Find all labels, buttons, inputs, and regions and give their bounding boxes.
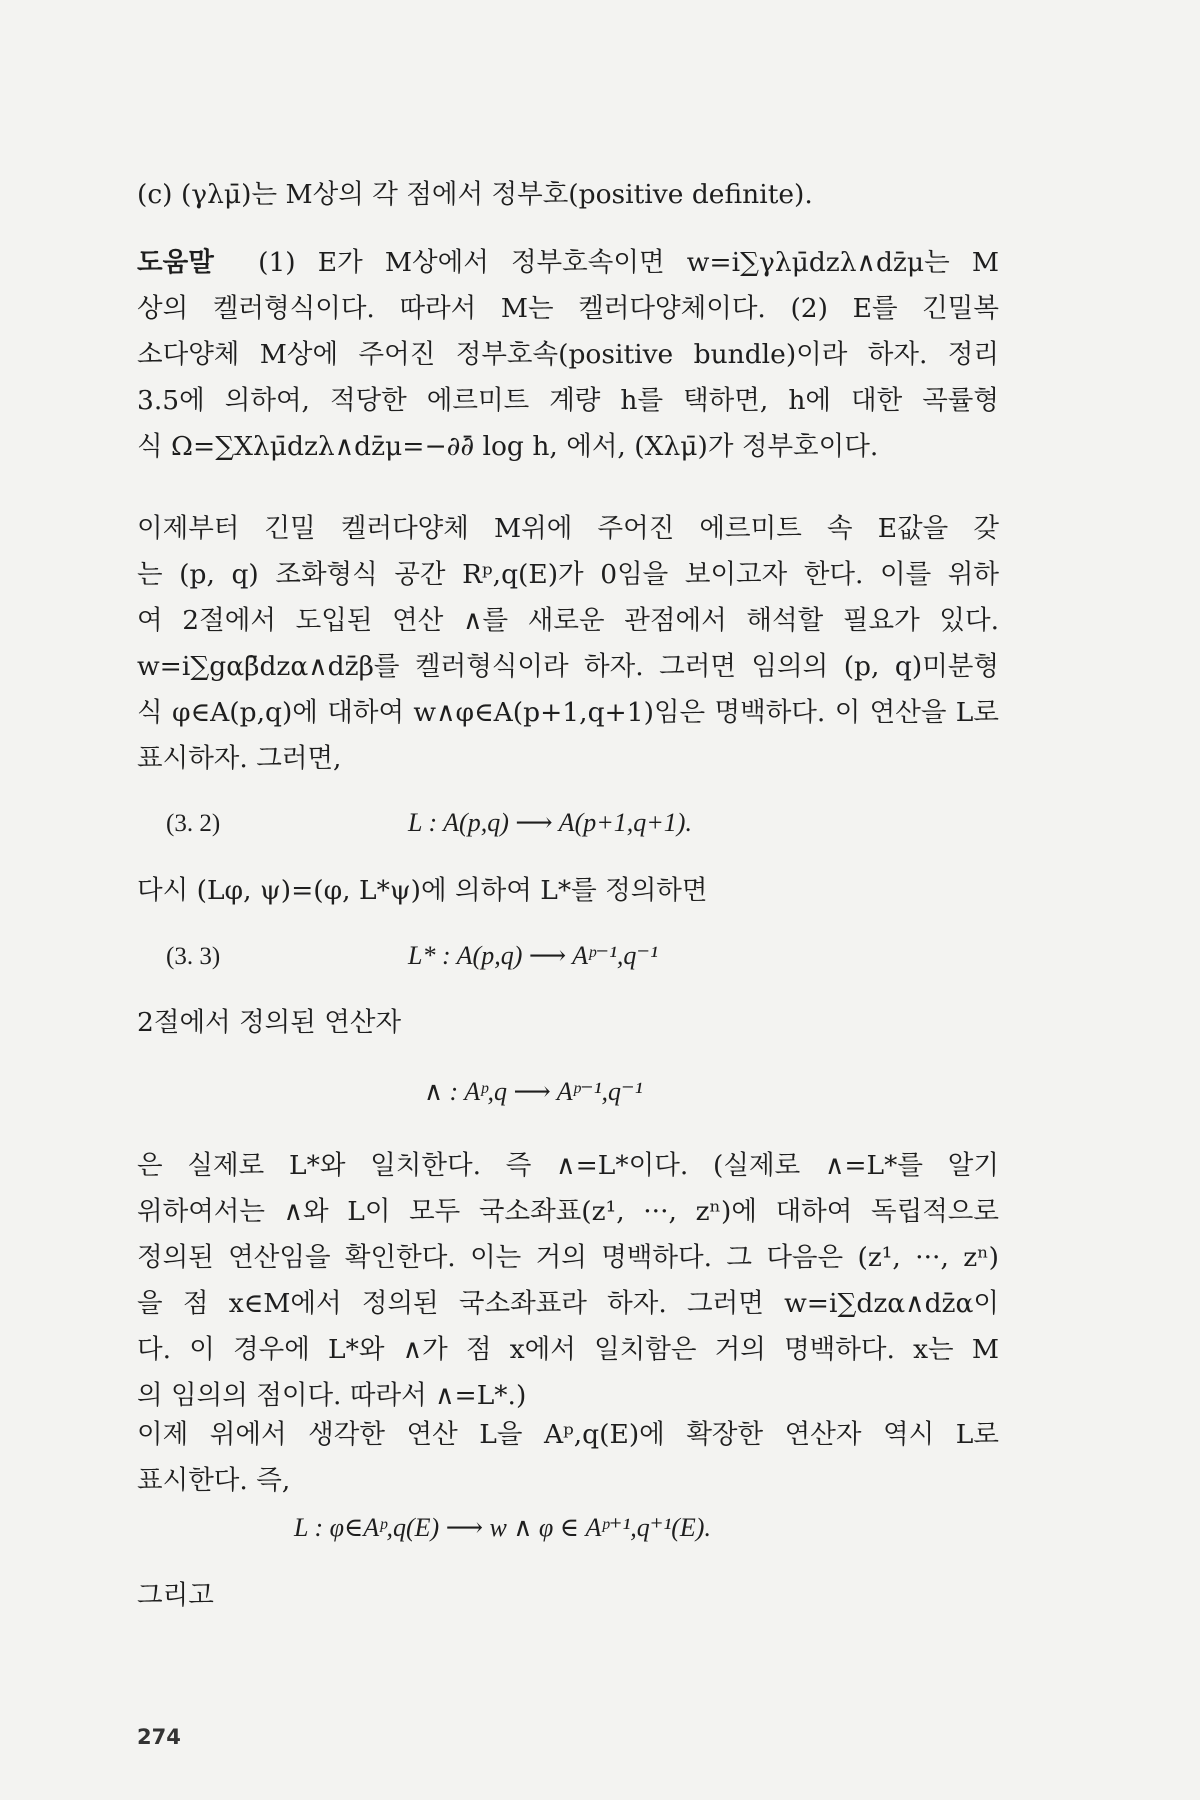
operator-intro: 2절에서 정의된 연산자: [137, 1007, 402, 1038]
paragraph-1-line: w=i∑gαβ̄dzα∧dz̄β를 켈러형식이라 하자. 그러면 임의의 (p, q)미분형: [137, 651, 999, 682]
closing-block: [137, 1573, 999, 1619]
paragraph-1-line: 표시하자. 그러면,: [137, 743, 342, 774]
equation-3-2-number: (3. 2): [166, 810, 221, 837]
closing-word: 그리고: [137, 1580, 214, 1611]
condition-c-text: (c) (γλμ̄)는 M상의 각 점에서 정부호(positive definite).: [137, 179, 813, 210]
operator-intro-block: [137, 1000, 999, 1046]
paragraph-1-line: 는 (p, q) 조화형식 공간 Rᵖ,q(E)가 0임을 보이고자 한다. 이를 위하: [137, 559, 999, 590]
equation-3-2: L : A(p,q) ⟶ A(p+1,q+1).: [408, 808, 692, 837]
remark-line-5: 식 Ω=∑Xλμ̄dzλ∧dz̄μ=−∂∂̄ log h, 에서, (Xλμ̄)가 정부호이다.: [137, 431, 879, 462]
paragraph-3: [137, 1412, 999, 1504]
paragraph-3-line: 표시한다. 즉,: [137, 1465, 291, 1496]
condition-c: [137, 172, 999, 218]
paragraph-1-line: 여 2절에서 도입된 연산 ∧를 새로운 관점에서 해석할 필요가 있다.: [137, 605, 999, 636]
remark-line-3: 소다양체 M상에 주어진 정부호속(positive bundle)이라 하자. 정리: [137, 339, 999, 370]
paragraph-2-line: 을 점 x∈M에서 정의된 국소좌표라 하자. 그러면 w=i∑dzα∧dz̄α이: [137, 1288, 999, 1319]
equation-3-3: L* : A(p,q) ⟶ Aᵖ⁻¹,q⁻¹: [408, 941, 658, 970]
paragraph-1-line: 이제부터 긴밀 켈러다양체 M위에 주어진 에르미트 속 E값을 갖: [137, 513, 999, 544]
paragraph-1-line: 식 φ∈A(p,q)에 대하여 w∧φ∈A(p+1,q+1)임은 명백하다. 이 연산을 L로: [137, 697, 999, 728]
paragraph-2-line: 위하여서는 ∧와 L이 모두 국소좌표(z¹, ···, zⁿ)에 대하여 독립적으로: [137, 1196, 999, 1227]
equation-3-3-number: (3. 3): [166, 943, 221, 970]
definition-line: 다시 (Lφ, ψ)=(φ, L*ψ)에 의하여 L*를 정의하면: [137, 875, 708, 906]
paragraph-3-line: 이제 위에서 생각한 연산 L을 Aᵖ,q(E)에 확장한 연산자 역시 L로: [137, 1419, 999, 1450]
page-number: 274: [137, 1725, 181, 1749]
remark-line-1: (1) E가 M상에서 정부호속이면 w=i∑γλμ̄dzλ∧dz̄μ는 M: [258, 247, 999, 278]
remark-line-4: 3.5에 의하여, 적당한 에르미트 계량 h를 택하면, h에 대한 곡률형: [137, 385, 999, 416]
definition-line-block: [137, 868, 999, 914]
paragraph-2-line: 다. 이 경우에 L*와 ∧가 점 x에서 일치함은 거의 명백하다. x는 M: [137, 1334, 999, 1365]
paragraph-1: [137, 506, 999, 782]
remark-label: 도움말: [137, 247, 214, 278]
paragraph-2-line: 은 실제로 L*와 일치한다. 즉 ∧=L*이다. (실제로 ∧=L*를 알기: [137, 1150, 999, 1181]
equation-extended: L : φ∈Aᵖ,q(E) ⟶ w ∧ φ ∈ Aᵖ⁺¹,q⁺¹(E).: [294, 1513, 711, 1542]
remark-line-2: 상의 켈러형식이다. 따라서 M는 켈러다양체이다. (2) E를 긴밀복: [137, 293, 999, 324]
paragraph-2: [137, 1143, 999, 1419]
paragraph-2-line: 정의된 연산임을 확인한다. 이는 거의 명백하다. 그 다음은 (z¹, ···, zⁿ): [137, 1242, 999, 1273]
equation-lambda: ∧ : Aᵖ,q ⟶ Aᵖ⁻¹,q⁻¹: [424, 1077, 643, 1106]
paragraph-2-line: 의 임의의 점이다. 따라서 ∧=L*.): [137, 1380, 527, 1411]
remark-block: [137, 240, 999, 470]
